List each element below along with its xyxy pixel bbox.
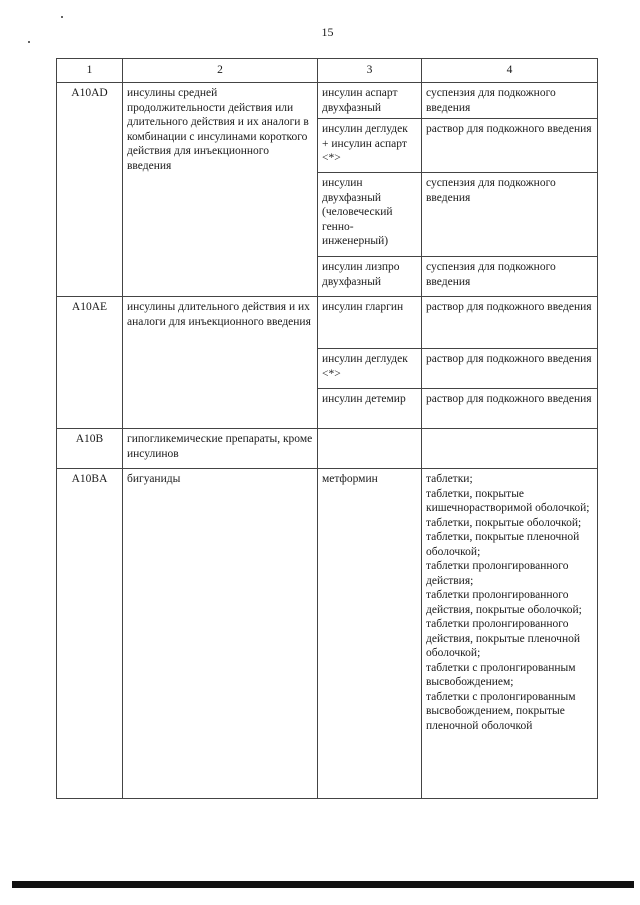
- drug-name: метформин: [318, 469, 422, 799]
- dosage-form: суспензия для подкожного введения: [422, 257, 598, 297]
- dosage-form: суспензия для подкожного введения: [422, 83, 598, 119]
- drug-name: [318, 429, 422, 469]
- drug-table: [56, 58, 598, 799]
- table-row: [57, 297, 598, 349]
- scan-speck: [61, 16, 63, 18]
- page-number: 15: [321, 25, 334, 39]
- dosage-form: раствор для подкожного введения: [422, 297, 598, 349]
- drug-name: инсулин лизпро двухфазный: [318, 257, 422, 297]
- atc-code: A10B: [57, 429, 123, 469]
- dosage-form: раствор для подкожного введения: [422, 349, 598, 389]
- table-row: [57, 83, 598, 119]
- dosage-form: таблетки; таблетки, покрытые кишечнорастворимой оболочкой; таблетки, покрытые оболочкой; таблетки, покрытые пленочной оболочкой; таблетки пролонгированного действия; таблетки пролонгированного действия, покрытые оболочкой; таблетки пролонгированного действия, покрытые пленочной оболочкой; таблетки с пролонгированным высвобождением; таблетки с пролонгированным высвобождением, покрытые пленочной оболочкой: [422, 469, 598, 799]
- column-header: 3: [318, 59, 422, 83]
- table-header-row: [57, 59, 598, 83]
- atc-code: A10AE: [57, 297, 123, 429]
- table-row: [57, 429, 598, 469]
- dosage-form: [422, 429, 598, 469]
- column-header: 1: [57, 59, 123, 83]
- atc-code: A10BA: [57, 469, 123, 799]
- group-name: бигуаниды: [123, 469, 318, 799]
- drug-name: инсулин деглудек + инсулин аспарт <*>: [318, 119, 422, 173]
- atc-code: A10AD: [57, 83, 123, 297]
- drug-name: инсулин детемир: [318, 389, 422, 429]
- drug-name: инсулин аспарт двухфазный: [318, 83, 422, 119]
- group-name: инсулины длительного действия и их аналоги для инъекционного введения: [123, 297, 318, 429]
- column-header: 4: [422, 59, 598, 83]
- group-name: гипогликемические препараты, кроме инсулинов: [123, 429, 318, 469]
- page-bottom-rule: [12, 881, 634, 888]
- column-header: 2: [123, 59, 318, 83]
- scan-speck: [28, 41, 30, 43]
- dosage-form: раствор для подкожного введения: [422, 389, 598, 429]
- dosage-form: суспензия для подкожного введения: [422, 173, 598, 257]
- group-name: инсулины средней продолжительности действия или длительного действия и их аналоги в комбинации с инсулинами короткого действия для инъекционного введения: [123, 83, 318, 297]
- drug-name: инсулин деглудек <*>: [318, 349, 422, 389]
- dosage-form: раствор для подкожного введения: [422, 119, 598, 173]
- table-row: [57, 469, 598, 799]
- drug-name: инсулин гларгин: [318, 297, 422, 349]
- drug-name: инсулин двухфазный (человеческий генно-инженерный): [318, 173, 422, 257]
